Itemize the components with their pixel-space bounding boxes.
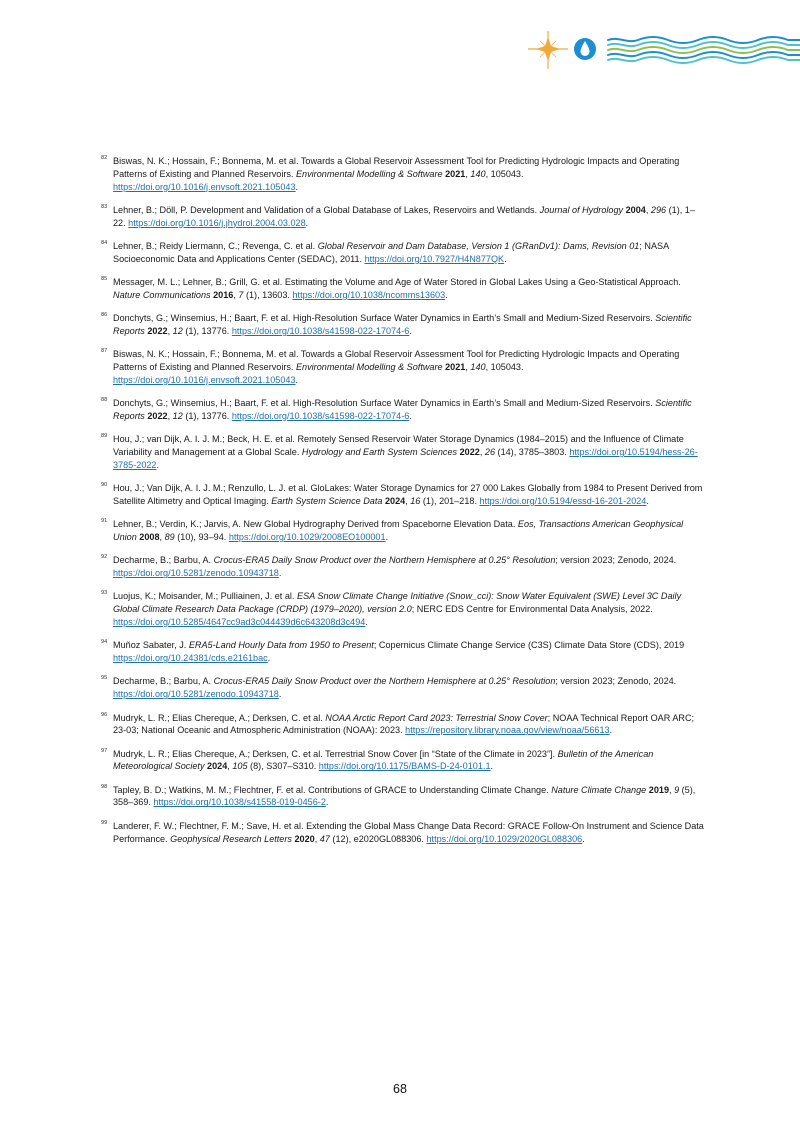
reference-text: ; Copernicus Climate Change Service (C3S) Climate Data Store (CDS), 2019 [373,640,685,651]
reference-number: 98 [101,783,108,790]
reference-text: (14), 3785–3803. [495,447,570,458]
reference-entry [101,820,706,846]
reference-year: 2020 [294,833,315,844]
reference-number: 97 [101,747,108,754]
reference-entry [101,276,706,302]
reference-text: Messager, M. L.; Lehner, B.; Grill, G. et al. Estimating the Volume and Age of Water Stored in Global Lakes Using a Geo-Statistical Approach. [113,277,681,288]
reference-title-italic: Geophysical Research Letters [170,833,292,844]
reference-text: Decharme, B.; Barbu, A. [113,555,214,566]
reference-text: , [314,833,320,844]
doi-link[interactable]: https://doi.org/10.1038/s41558-019-0456-2 [153,797,326,808]
reference-text: Hou, J.; Van Dijk, A. I. J. M.; Renzullo, L. J. et al. GloLakes: Water Storage Dynamics for 27 000 Lakes Globally from 1984 to Present Derived from Satellite Altimetry and Optical Imaging. [113,483,703,506]
reference-number: 95 [101,675,108,682]
reference-entry [101,348,706,386]
doi-link[interactable]: https://doi.org/10.1029/2008EO100001 [228,532,386,543]
reference-title-italic: 140 [470,168,486,179]
reference-number: 99 [101,819,108,826]
reference-text: (10), 93–94. [174,532,229,543]
reference-text: . [490,761,494,772]
reference-text: , 105043. [485,168,524,179]
reference-entry [101,518,706,544]
reference-title-italic: 89 [164,532,175,543]
reference-text: Donchyts, G.; Winsemius, H.; Baart, F. et al. High-Resolution Surface Water Dynamics in Earth’s Small and Medium-Sized Reservoirs. [113,313,656,324]
reference-text: , [167,325,173,336]
reference-text: (8), S307–S310. [247,761,319,772]
reference-number: 89 [101,433,108,440]
reference-text: Luojus, K.; Moisander, M.; Pulliainen, J. et al. [113,591,297,602]
reference-text: . [325,797,329,808]
doi-link[interactable]: https://doi.org/10.1175/BAMS-D-24-0101.1 [318,761,491,772]
reference-text: . [305,217,309,228]
doi-link[interactable]: https://doi.org/10.5194/hess-26-3785-2022 [113,447,698,470]
doi-link[interactable]: https://doi.org/10.1016/j.envsoft.2021.105043 [113,374,296,385]
reference-text: . [409,410,412,421]
reference-text: . [609,725,613,736]
reference-text: Biswas, N. K.; Hossain, F.; Bonnema, M. et al. Towards a Global Reservoir Assessment Tool for Predicting Hydrologic Impacts and Operating Patterns of Existing and Planned Reservoirs. [113,349,680,373]
reference-title-italic: Earth System Science Data [271,495,383,506]
reference-text: , [645,204,651,215]
reference-title-italic: Crocus-ERA5 Daily Snow Product over the Northern Hemisphere at 0.25° Resolution [213,676,556,687]
doi-link[interactable]: https://doi.org/10.5281/zenodo.10943718 [113,568,279,579]
reference-year: 2016 [213,289,234,300]
reference-entry [101,433,706,471]
reference-title-italic: 12 [172,410,183,421]
header-decoration [522,28,800,76]
reference-text: (1), 13603. [243,289,293,300]
reference-text: Biswas, N. K.; Hossain, F.; Bonnema, M. et al. Towards a Global Reservoir Assessment Tool for Predicting Hydrologic Impacts and Operating Patterns of Existing and Planned Reservoirs. [113,156,680,179]
doi-link[interactable]: https://doi.org/10.5281/zenodo.10943718 [113,689,279,700]
reference-title-italic: 105 [232,761,248,772]
header-graphic [522,28,800,76]
doi-link[interactable]: https://repository.library.noaa.gov/view/noaa/56613 [405,725,610,736]
reference-entry [101,312,706,338]
doi-link[interactable]: https://doi.org/10.1038/s41598-022-17074-6 [231,325,410,336]
reference-number: 82 [101,155,108,161]
reference-title-italic: 16 [410,495,421,506]
reference-number: 83 [101,203,108,210]
reference-year: 2022 [147,325,168,336]
reference-text: ; version 2023; Zenodo, 2024. [555,555,677,566]
doi-link[interactable]: https://doi.org/10.5285/4647cc9ad3c044439d6c643208d3c494 [113,617,366,628]
reference-text: , [669,784,675,795]
reference-text: , [167,410,173,421]
reference-text: , [479,447,485,458]
reference-entry [101,554,706,580]
reference-title-italic: ESA Snow Climate Change Initiative (Snow_cci): Snow Water Equivalent (SWE) Level 3C Daily Global Climate Research Data Package (CRDP) (1979–2020), version 2.0 [113,591,682,615]
reference-text: Hou, J.; van Dijk, A. I. J. M.; Beck, H. E. et al. Remotely Sensed Reservoir Water Storage Dynamics (1984–2015) and the Influence of Climate Variability and Management at a Global Scale. [113,434,684,458]
reference-year: 2024 [207,761,228,772]
reference-list [101,155,706,856]
reference-year: 2024 [384,495,406,506]
reference-text: . [267,653,271,664]
doi-link[interactable]: https://doi.org/10.1016/j.envsoft.2021.105043 [113,181,296,192]
reference-entry [101,482,706,508]
reference-title-italic: Journal of Hydrology [539,204,624,215]
reference-title-italic: Eos, Transactions American Geophysical Union [113,519,684,543]
reference-text: Lehner, B.; Reidy Liermann, C.; Revenga, C. et al. [113,240,318,251]
reference-year: 2022 [459,447,480,458]
reference-text: . [278,568,282,579]
reference-title-italic: 9 [674,784,680,795]
reference-year: 2008 [139,532,160,543]
reference-text: Mudryk, L. R.; Elias Chereque, A.; Derksen, C. et al. Terrestrial Snow Cover [in “State of the Climate in 2023”]. [113,748,558,759]
reference-text: , [465,362,471,373]
reference-entry [101,155,706,193]
reference-entry [101,590,706,628]
reference-title-italic: 12 [172,325,183,336]
reference-year: 2019 [648,784,669,795]
reference-number: 94 [101,639,108,646]
reference-number: 84 [101,239,108,246]
reference-title-italic: 7 [238,289,244,300]
doi-link[interactable]: https://doi.org/10.7927/H4N877QK [364,253,505,264]
doi-link[interactable]: https://doi.org/10.1038/ncomms13603 [292,289,446,300]
reference-text: (5), 358–369. [113,784,696,808]
reference-text: (12), e2020GL088306. [329,833,427,844]
reference-entry [101,748,706,774]
reference-title-italic: Crocus-ERA5 Daily Snow Product over the Northern Hemisphere at 0.25° Resolution [213,555,556,566]
reference-title-italic: Nature Climate Change [551,784,647,795]
reference-title-italic: 296 [650,204,667,215]
reference-text: . [409,325,412,336]
reference-text: ; NASA Socioeconomic Data and Applications Center (SEDAC), 2011. [113,240,669,264]
reference-text: . [278,689,282,700]
reference-text: Mudryk, L. R.; Elias Chereque, A.; Derksen, C. et al. [113,712,326,723]
reference-entry [101,784,706,810]
reference-number: 92 [101,554,108,561]
page-number: 68 [393,1082,407,1096]
reference-text: (1), 13776. [182,325,232,336]
reference-text: . [504,253,507,264]
reference-entry [101,397,706,423]
reference-text: ; version 2023; Zenodo, 2024. [555,676,677,687]
reference-text: Muñoz Sabater, J. [113,640,189,651]
reference-entry [101,639,706,665]
reference-title-italic: Hydrology and Earth System Sciences [301,447,458,458]
reference-text: . [646,495,649,506]
doi-link[interactable]: https://doi.org/10.5194/essd-16-201-2024 [479,495,647,506]
reference-text: , [159,532,165,543]
reference-entry [101,204,706,230]
reference-number: 90 [101,482,108,489]
doi-link[interactable]: https://doi.org/10.24381/cds.e2161bac [113,653,268,664]
reference-text: . [445,289,448,300]
reference-text: (1), 1–22. [113,204,695,228]
reference-text: . [582,833,585,844]
reference-text: Decharme, B.; Barbu, A. [113,676,214,687]
reference-number: 86 [101,312,108,319]
reference-text: , [465,168,471,179]
reference-number: 91 [101,518,108,525]
reference-year: 2021 [445,362,466,373]
reference-text: , [227,761,233,772]
reference-text: . [295,181,299,192]
reference-title-italic: 26 [484,447,496,458]
reference-text: Landerer, F. W.; Flechtner, F. M.; Save, H. et al. Extending the Global Mass Change Data Record: GRACE Follow-On Instrument and Science Data Performance. [113,820,704,844]
reference-text: ; NERC EDS Centre for Environmental Data Analysis, 2022. [411,604,653,615]
reference-number: 93 [101,590,108,597]
doi-link[interactable]: https://doi.org/10.1016/j.jhydrol.2004.03.028 [128,217,306,228]
waves-icon [608,37,800,63]
water-drop-icon [574,38,596,60]
reference-text: . [365,617,368,628]
reference-entry [101,712,706,738]
reference-title-italic: Environmental Modelling & Software [295,362,443,373]
reference-number: 87 [101,348,108,355]
reference-title-italic: ERA5-Land Hourly Data from 1950 to Present [188,640,374,651]
reference-text: (1), 13776. [182,410,232,421]
reference-text: (1), 201–218. [420,495,480,506]
reference-text: , [405,495,411,506]
reference-text: , [233,289,239,300]
sun-icon [528,31,568,69]
reference-text: Donchyts, G.; Winsemius, H.; Baart, F. et al. High-Resolution Surface Water Dynamics in Earth’s Small and Medium-Sized Reservoirs. [113,398,656,409]
reference-entry [101,240,706,266]
reference-title-italic: Global Reservoir and Dam Database, Version 1 (GRanDv1): Dams, Revision 01 [317,240,640,251]
reference-title-italic: Environmental Modelling & Software [295,168,443,179]
reference-title-italic: Nature Communications [113,289,211,300]
doi-link[interactable]: https://doi.org/10.1029/2020GL088306 [426,833,583,844]
reference-text: Tapley, B. D.; Watkins, M. M.; Flechtner, F. et al. Contributions of GRACE to Understanding Climate Change. [113,784,552,795]
reference-title-italic: Scientific Reports [113,313,692,336]
reference-title-italic: Scientific Reports [113,398,692,421]
reference-number: 88 [101,397,108,404]
reference-year: 2022 [147,410,168,421]
reference-text: . [156,459,160,470]
reference-text: , 105043. [485,362,524,373]
doi-link[interactable]: https://doi.org/10.1038/s41598-022-17074-6 [231,410,410,421]
reference-title-italic: 140 [470,362,486,373]
reference-number: 96 [101,711,108,718]
reference-title-italic: 47 [319,833,330,844]
reference-text: Lehner, B.; Verdin, K.; Jarvis, A. New Global Hydrography Derived from Spaceborne Elevation Data. [113,519,518,530]
reference-entry [101,675,706,701]
reference-title-italic: NOAA Arctic Report Card 2023: Terrestrial Snow Cover [325,712,548,723]
reference-text: . [295,374,299,385]
reference-text: ; NOAA Technical Report OAR ARC; 23-03; National Oceanic and Atmospheric Administration (NOAA): 2023. [113,712,695,736]
reference-number: 85 [101,276,108,283]
reference-title-italic: Bulletin of the American Meteorological Society [113,748,654,772]
reference-text: . [385,532,389,543]
reference-year: 2004 [625,204,646,215]
reference-year: 2021 [445,168,466,179]
reference-text: Lehner, B.; Döll, P. Development and Validation of a Global Database of Lakes, Reservoirs and Wetlands. [113,204,540,215]
